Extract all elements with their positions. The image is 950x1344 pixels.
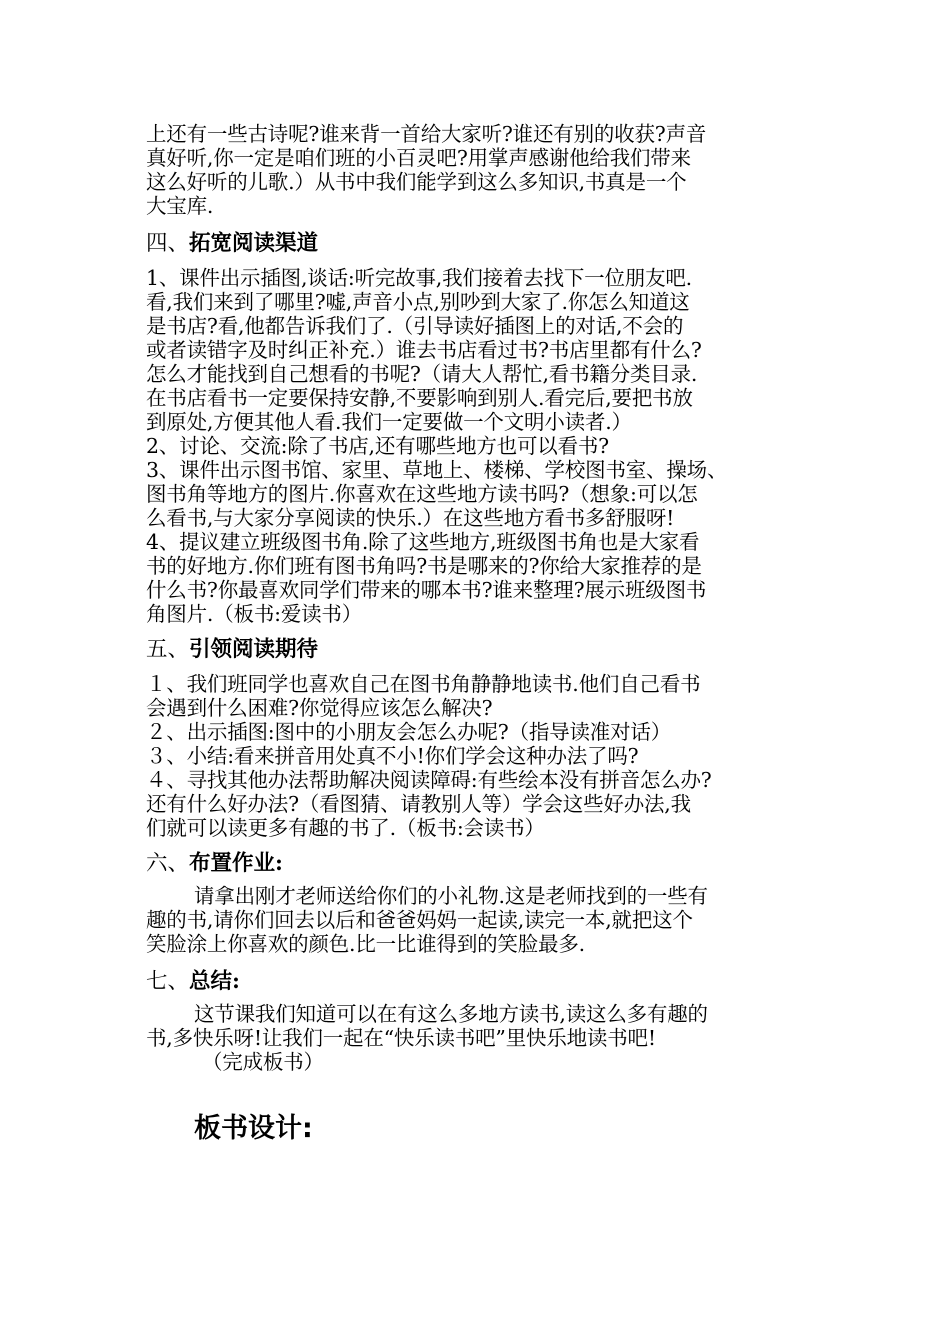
text-line: 这么好听的儿歌.）从书中我们能学到这么多知识,书真是一个	[146, 170, 687, 194]
text-line: 2、讨论、交流:除了书店,还有哪些地方也可以看书?	[146, 434, 609, 458]
text-line: 书的好地方.你们班有图书角吗?书是哪来的?你给大家推荐的是	[146, 554, 702, 578]
text-line: 笑脸涂上你喜欢的颜色.比一比谁得到的笑脸最多.	[146, 932, 585, 956]
text-line: 到原处,方便其他人看.我们一定要做一个文明小读者.）	[146, 410, 632, 434]
document-page	[146, 122, 830, 1146]
text-line: 什么书?你最喜欢同学们带来的哪本书?谁来整理?展示班级图书	[146, 578, 707, 602]
text-line: 大宝库.	[146, 194, 214, 218]
text-line: 看,我们来到了哪里?嘘,声音小点,别吵到大家了.你怎么知道这	[146, 290, 690, 314]
text-line: 么看书,与大家分享阅读的快乐.）在这些地方看书多舒服呀!	[146, 506, 675, 530]
text-line: 请拿出刚才老师送给你们的小礼物.这是老师找到的一些有	[194, 884, 708, 908]
text-line: 上还有一些古诗呢?谁来背一首给大家听?谁还有别的收获?声音	[146, 122, 707, 146]
section-heading-5	[146, 636, 830, 664]
closing-note: （完成板书）	[202, 1050, 324, 1074]
text-line: 1、课件出示插图,谈话:听完故事,我们接着去找下一位朋友吧.	[146, 266, 692, 290]
text-line: 书,多快乐呀!让我们一起在“快乐读书吧”里快乐地读书吧!	[146, 1026, 656, 1050]
text-line: 是书店?看,他都告诉我们了.（引导读好插图上的对话,不会的	[146, 314, 684, 338]
text-line: ４、寻找其他办法帮助解决阅读障碍:有些绘本没有拼音怎么办?	[146, 768, 712, 792]
text-line: 3、课件出示图书馆、家里、草地上、楼梯、学校图书室、操场、	[146, 458, 728, 482]
text-line: 在书店看书一定要保持安静,不要影响到别人.看完后,要把书放	[146, 386, 693, 410]
text-line: １、我们班同学也喜欢自己在图书角静静地读书.他们自己看书	[146, 672, 701, 696]
section-number: 七、	[146, 969, 190, 994]
section-5-body	[146, 672, 830, 840]
board-design-title: 板书设计:	[194, 1113, 313, 1144]
section-4-body	[146, 266, 830, 626]
text-line: 4、提议建立班级图书角.除了这些地方,班级图书角也是大家看	[146, 530, 700, 554]
section-title: 引领阅读期待	[189, 637, 319, 662]
text-line: 这节课我们知道可以在有这么多地方读书,读这么多有趣的	[194, 1002, 708, 1026]
intro-paragraph	[146, 122, 830, 218]
text-line: 图书角等地方的图片.你喜欢在这些地方读书吗?（想象:可以怎	[146, 482, 698, 506]
text-line: 趣的书,请你们回去以后和爸爸妈妈一起读,读完一本,就把这个	[146, 908, 693, 932]
section-heading-6	[146, 850, 830, 878]
section-title: 拓宽阅读渠道	[189, 231, 319, 256]
text-line: 怎么才能找到自己想看的书呢?（请大人帮忙,看书籍分类目录.	[146, 362, 698, 386]
text-line: 真好听,你一定是咱们班的小百灵吧?用掌声感谢他给我们带来	[146, 146, 691, 170]
text-line: 角图片.（板书:爱读书）	[146, 602, 363, 626]
section-heading-7	[146, 968, 830, 996]
text-line: ３、小结:看来拼音用处真不小!你们学会这种办法了吗?	[146, 744, 639, 768]
section-title: 总结:	[189, 969, 240, 994]
section-number: 五、	[146, 637, 190, 662]
text-line: 会遇到什么困难?你觉得应该怎么解决?	[146, 696, 493, 720]
section-heading-4	[146, 230, 830, 258]
section-number: 六、	[146, 851, 190, 876]
text-line: 们就可以读更多有趣的书了.（板书:会读书）	[146, 816, 545, 840]
text-line: 或者读错字及时纠正补充.）谁去书店看过书?书店里都有什么?	[146, 338, 702, 362]
section-number: 四、	[146, 231, 190, 256]
text-line: 还有什么好办法?（看图猜、请教别人等）学会这些好办法,我	[146, 792, 691, 816]
section-6-body	[146, 884, 830, 956]
text-line: ２、出示插图:图中的小朋友会怎么办呢?（指导读准对话）	[146, 720, 671, 744]
section-title: 布置作业:	[189, 851, 283, 876]
section-7-body	[146, 1002, 830, 1074]
